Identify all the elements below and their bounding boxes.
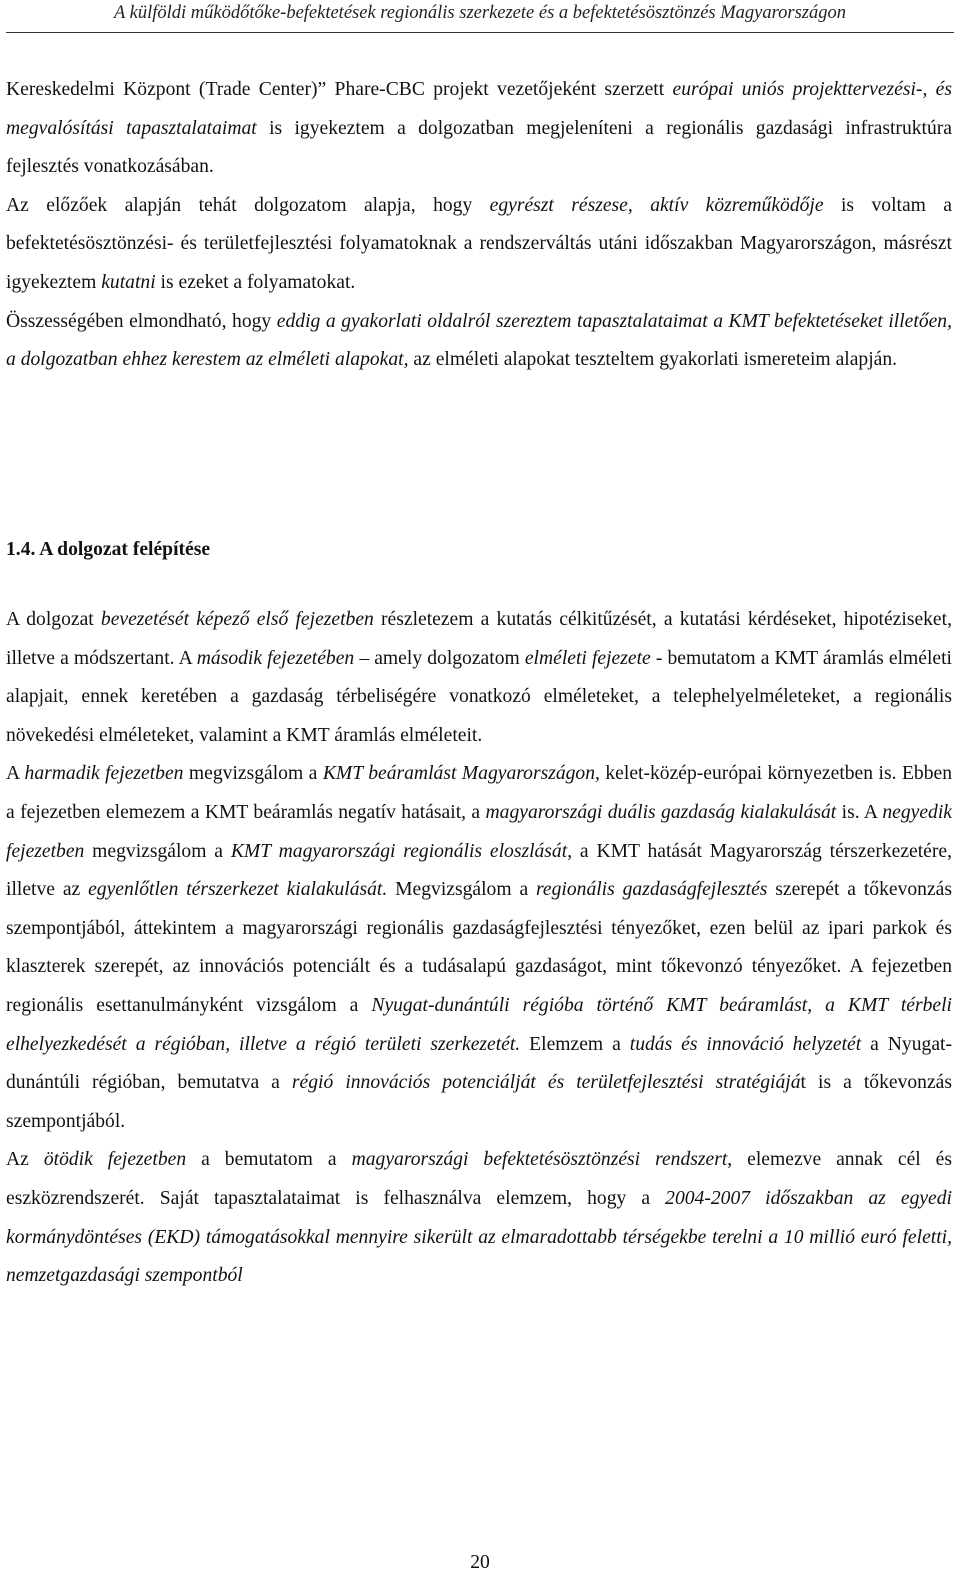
italic-run: 2004-2007 időszakban az egyedi kormánydöntéses (EKD) támogatásokkal mennyire sikerült az elmaradottabb térségekbe terelni a 10 millió euró feletti, nemzetgazdasági szempontból: [6, 1187, 952, 1287]
italic-run: KMT magyarországi regionális eloszlását: [230, 840, 568, 862]
intro-text: [6, 71, 952, 380]
text-run: Az előzőek alapján tehát dolgozatom alapja, hogy: [6, 194, 490, 216]
italic-run: magyarországi duális gazdaság kialakulását: [485, 801, 837, 823]
italic-run: elméleti fejezete: [524, 647, 651, 669]
text-run: a bemutatom a: [186, 1149, 352, 1171]
italic-run: bevezetését képező első fejezetben: [100, 609, 374, 630]
structure-text: [6, 601, 952, 1296]
section-heading: 1.4. A dolgozat felépítése: [6, 539, 211, 560]
paragraph: [6, 755, 952, 1141]
italic-run: tudás és innováció helyzetét: [629, 1033, 862, 1055]
italic-run: kutatni: [101, 271, 156, 293]
italic-run: egyenlőtlen térszerkezet kialakulását.: [88, 879, 388, 901]
text-run: t is a tőkevonzás szempontjából.: [6, 1072, 952, 1132]
text-run: is. A: [836, 801, 883, 823]
italic-run: európai uniós projekttervezési-, és megvalósítási tapasztalataimat: [6, 79, 952, 139]
text-run: A: [6, 763, 25, 785]
text-run: , elemezve annak cél és eszközrendszerét. Saját tapasztalataimat is felhasználva elemzem, hogy a: [6, 1149, 953, 1209]
running-header: A külföldi működőtőke-befektetések regionális szerkezete és a befektetésösztönzés Magyarországon: [114, 3, 846, 23]
text-run: Az: [6, 1149, 44, 1171]
text-run: Megvizsgálom a: [387, 879, 537, 901]
text-run: is ezeket a folyamatokat.: [155, 271, 356, 293]
header-divider: [6, 32, 954, 33]
paragraph: [6, 1141, 952, 1295]
text-run: Összességében elmondható, hogy: [6, 310, 277, 332]
italic-run: régió innovációs potenciálját és területfejlesztési stratégiájá: [291, 1072, 801, 1094]
italic-run: eddig a gyakorlati oldalról szereztem tapasztalataimat a KMT befektetéseket illetően, a dolgozatban ehhez kerestem az elméleti alapokat,: [6, 310, 953, 371]
text-run: - bemutatom a KMT áramlás elméleti alapjait, ennek keretében a gazdaság térbeliségére vonatkozó elméleteket, a telephelyelméleteket, a regionális növekedési elméleteket, valamint a KMT áramlás elméleteit.: [6, 647, 952, 746]
italic-run: harmadik fejezetben: [24, 763, 184, 785]
text-run: , a KMT hatását Magyarország térszerkezetére, illetve az: [6, 840, 952, 901]
paragraph: [6, 303, 952, 380]
text-run: kelet-közép-európai környezetben is. Ebben a fejezetben elemezem a KMT beáramlás negatív hatásait, a: [6, 763, 953, 823]
text-run: Kereskedelmi Központ (Trade Center)” Phare-CBC projekt vezetőjeként szerzett: [6, 79, 673, 100]
text-run: a Nyugat-dunántúli régióban, bemutatva a: [6, 1033, 952, 1094]
page-number: 20: [470, 1552, 490, 1573]
italic-run: ötödik fejezetben: [43, 1149, 187, 1171]
italic-run: egyrészt részese, aktív közreműködője: [489, 194, 824, 216]
text-run: – amely dolgozatom: [354, 647, 525, 669]
text-run: megvizsgálom a: [183, 763, 323, 785]
italic-run: magyarországi befektetésösztönzési rendszert: [351, 1149, 728, 1171]
text-run: az elméleti alapokat teszteltem gyakorlati ismereteim alapján.: [408, 349, 898, 371]
text-run: megvizsgálom a: [84, 840, 231, 862]
paragraph: [6, 187, 952, 303]
paragraph: [6, 71, 952, 187]
italic-run: negyedik fejezetben: [6, 801, 952, 862]
italic-run: Nyugat-dunántúli régióba történő KMT beáramlást, a KMT térbeli elhelyezkedését a régióban, illetve a régió területi szerkezetét.: [6, 994, 952, 1055]
paragraph: [6, 601, 952, 755]
text-run: Elemzem a: [520, 1033, 630, 1055]
italic-run: KMT beáramlást Magyarországon,: [322, 763, 600, 785]
italic-run: második fejezetében: [196, 647, 355, 669]
text-run: A dolgozat: [6, 609, 101, 630]
text-run: szerepét a tőkevonzás szempontjából, áttekintem a magyarországi regionális gazdaságfejlesztési tényezőket, ezen belül az ipari parkok és klaszterek szerepét, az innovációs potenciált és a tudásalapú gazdaságot, mint tőkevonzó tényezőket. A fejezetben regionális esettanulmányként vizsgálom a: [6, 879, 952, 1016]
text-run: is voltam a befektetésösztönzési- és területfejlesztési folyamatoknak a rendszerváltás utáni időszakban Magyarországon, másrészt igyekeztem: [6, 194, 952, 293]
text-run: részletezem a kutatás célkitűzését, a kutatási kérdéseket, hipotéziseket, illetve a módszertant. A: [6, 609, 952, 669]
text-run: is igyekeztem a dolgozatban megjeleníteni a regionális gazdasági infrastruktúra fejlesztés vonatkozásában.: [6, 117, 952, 178]
italic-run: regionális gazdaságfejlesztés: [536, 879, 768, 901]
